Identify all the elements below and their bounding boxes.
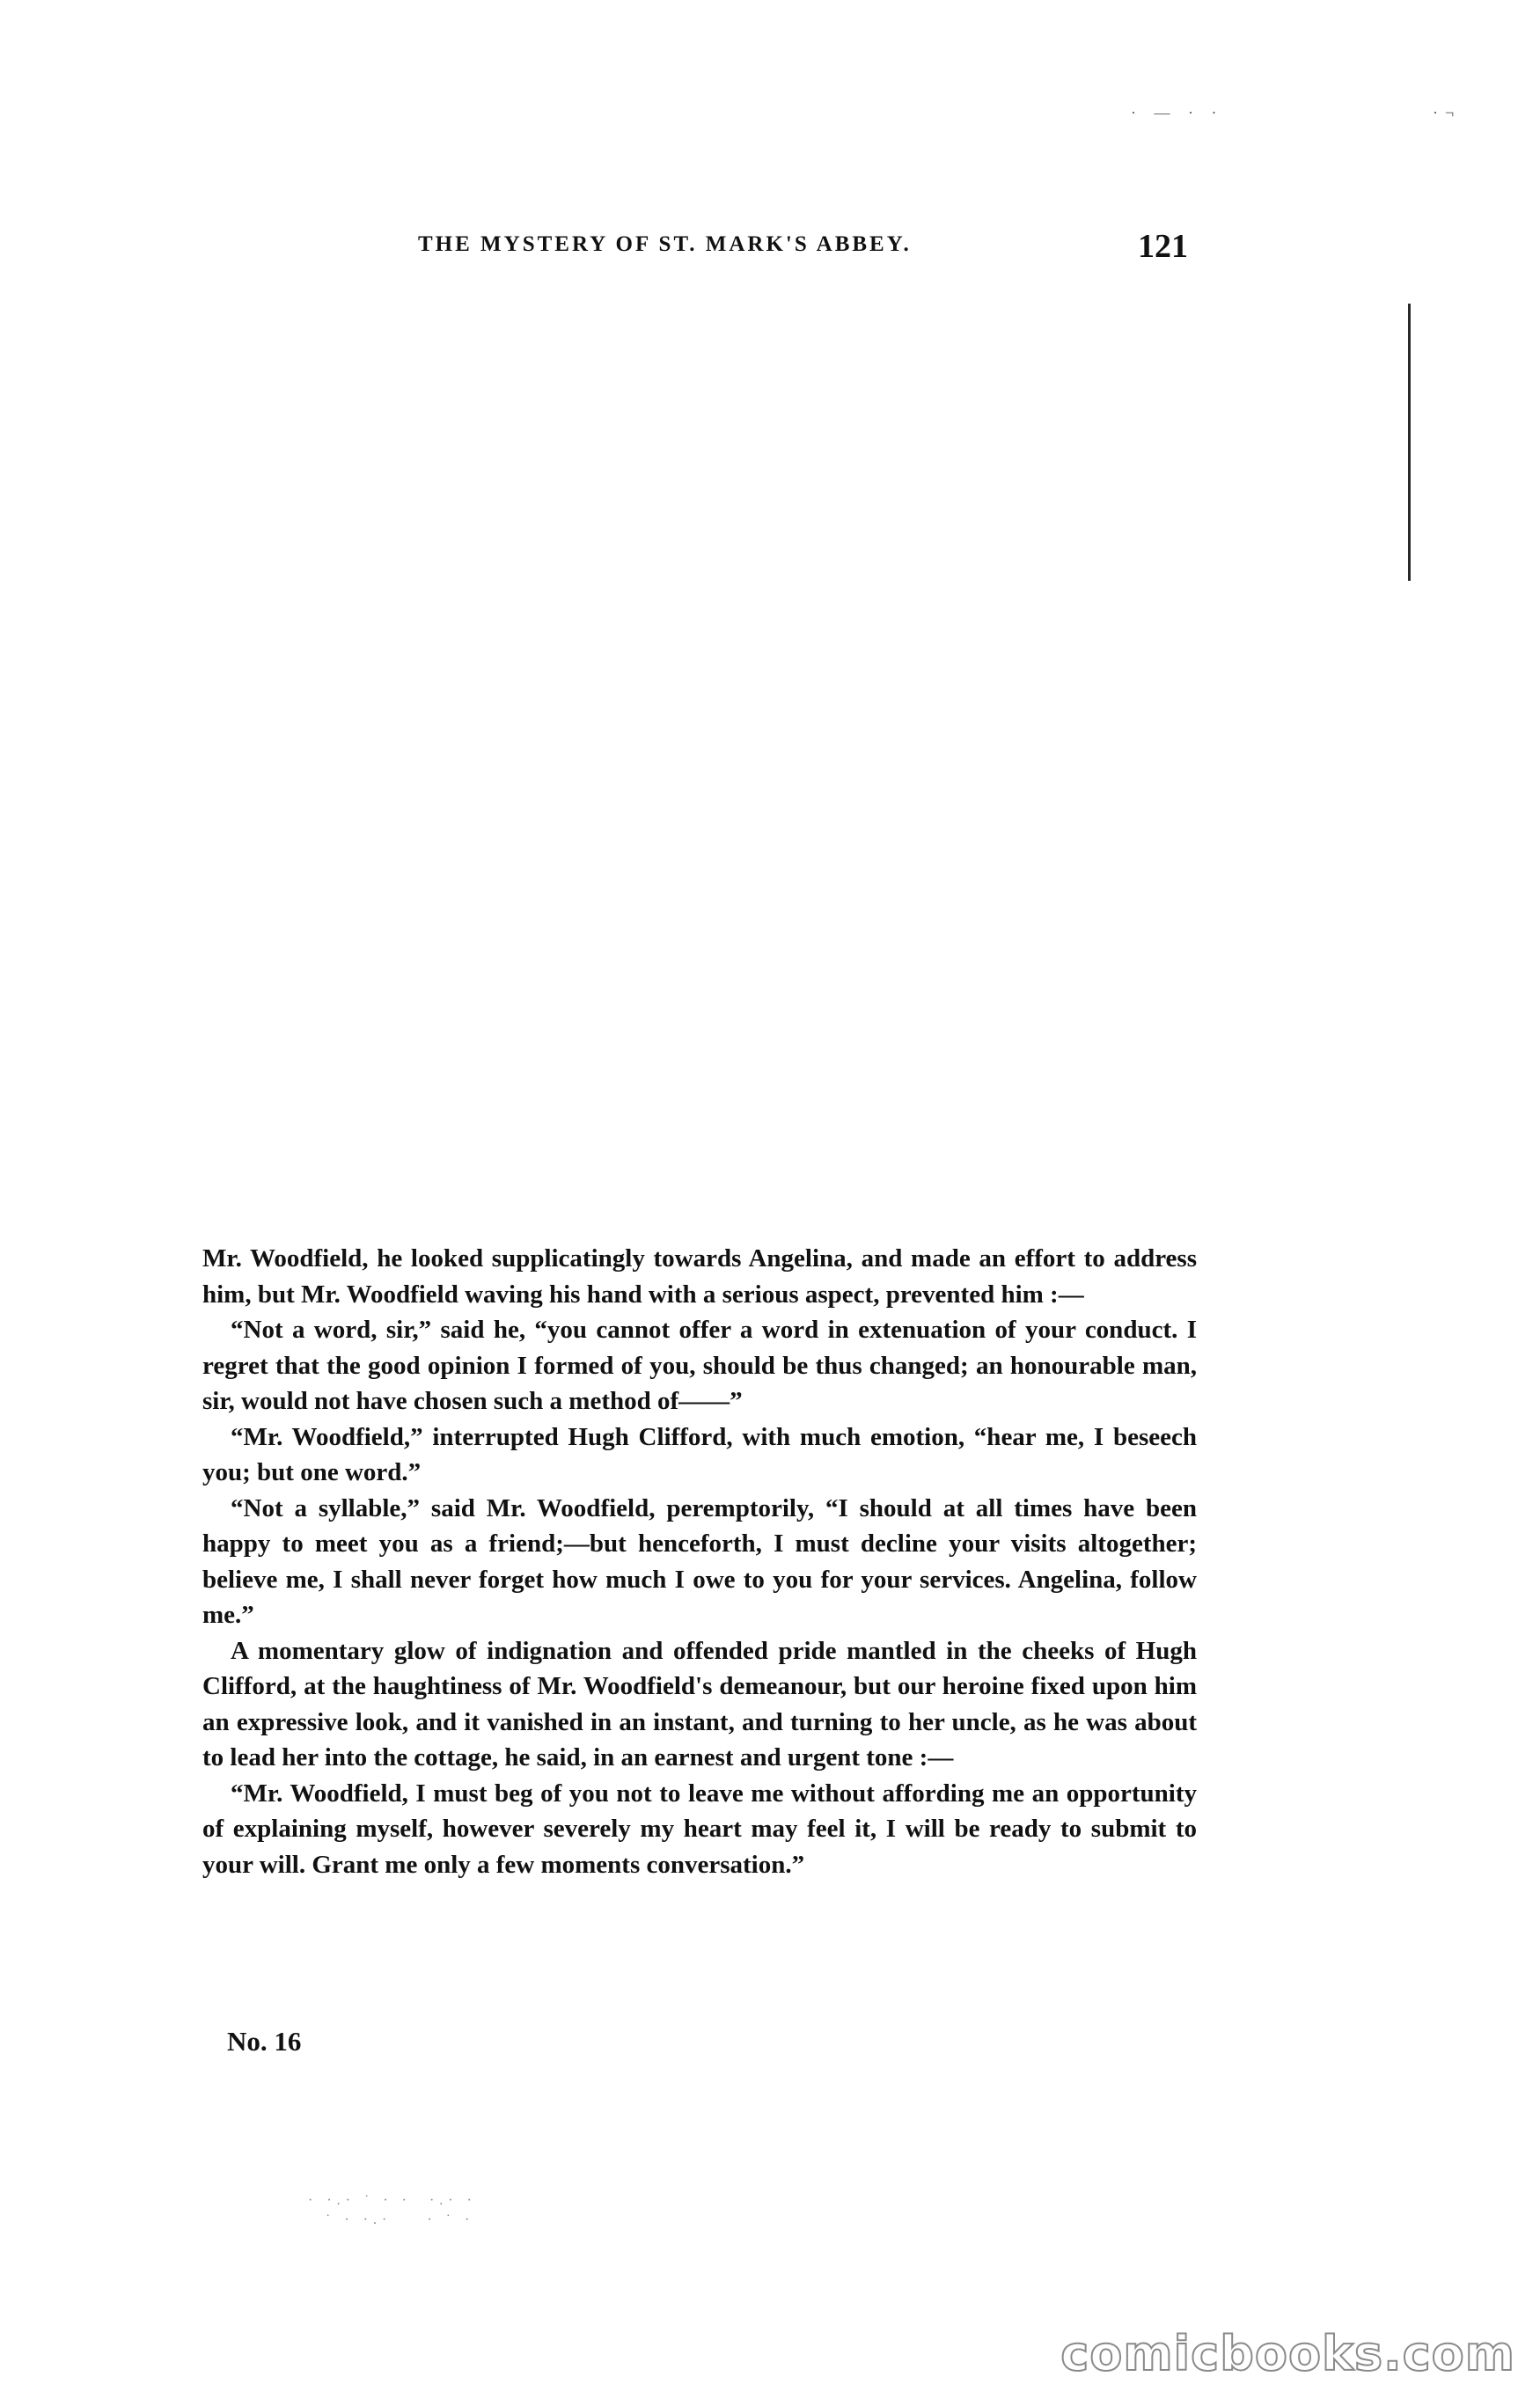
page-number: 121 (1138, 228, 1188, 265)
page-header (418, 227, 1188, 265)
paragraph-5: A momentary glow of indignation and offended pride mantled in the cheeks of Hugh Clifford, at the haughtiness of Mr. Woodfield's demeanour, but our heroine fixed upon him an expressive look, and it vanished in an instant, and turning to her uncle, as he was about to lead her into the cottage, he said, in an earnest and urgent tone :— (202, 1636, 1197, 1771)
scan-speckle-top: · — · · ·¬ (1131, 104, 1462, 121)
body-text (202, 1241, 1197, 1882)
paragraph-6: “Mr. Woodfield, I must beg of you not to leave me without affording me an opportunity of explaining myself, however severely my heart may feel it, I will be ready to submit to your will. Grant me only a few moments conversation.” (202, 1779, 1197, 1879)
scan-speckle-bottom: · ·.· ˙ · · ·.· · ˙ · ·.· · ˙ · (308, 2193, 477, 2227)
paragraph-4: “Not a syllable,” said Mr. Woodfield, peremptorily, “I should at all times have been happy to meet you as a friend;—but henceforth, I must decline your visits altogether; believe me, I shall never forget how much I owe to you for your services. Angelina, follow me.” (202, 1493, 1197, 1629)
signature-mark: No. 16 (227, 2026, 302, 2057)
margin-rule (1408, 304, 1411, 581)
watermark-logo: comicbooks.com (1060, 2326, 1515, 2381)
running-title: THE MYSTERY OF ST. MARK'S ABBEY. (418, 232, 912, 256)
paragraph-3: “Mr. Woodfield,” interrupted Hugh Clifford, with much emotion, “hear me, I beseech you; but one word.” (202, 1422, 1197, 1486)
paragraph-2: “Not a word, sir,” said he, “you cannot offer a word in extenuation of your conduct. I regret that the good opinion I formed of you, should be thus changed; an honourable man, sir, would not have chosen such a method of——” (202, 1316, 1197, 1415)
paragraph-1: Mr. Woodfield, he looked supplicatingly towards Angelina, and made an effort to address him, but Mr. Woodfield waving his hand with a serious aspect, prevented him :— (202, 1244, 1197, 1309)
